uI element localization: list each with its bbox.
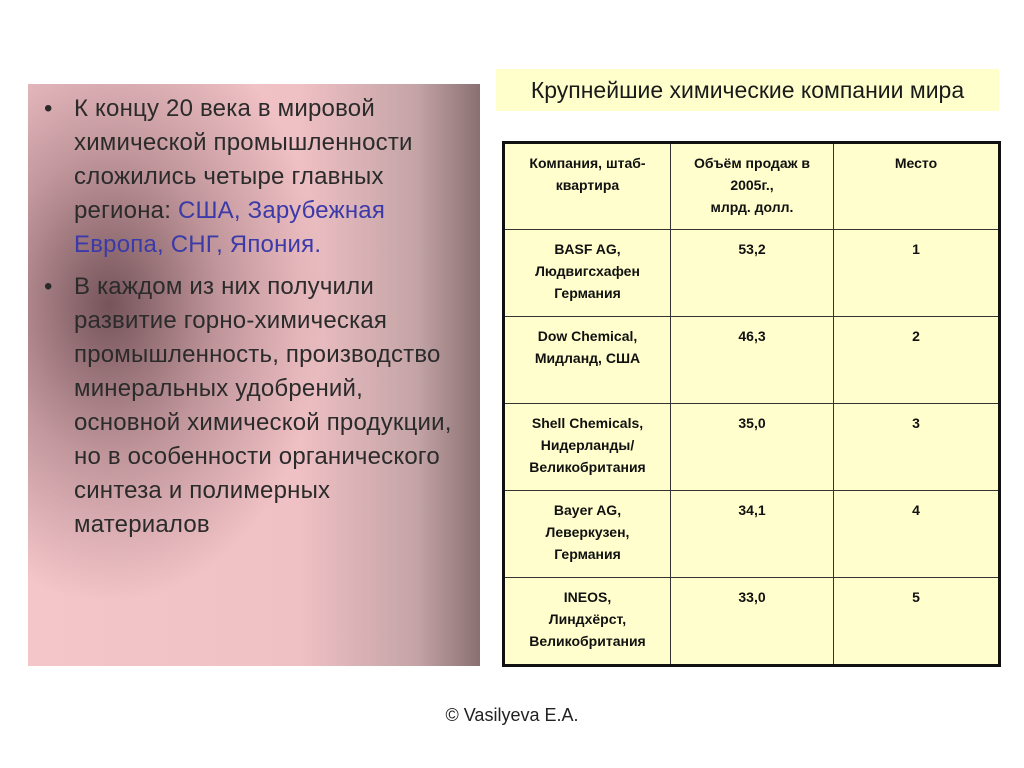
text-panel bbox=[28, 84, 480, 666]
cell-sales: 46,3 bbox=[671, 317, 834, 404]
cell-place: 4 bbox=[834, 491, 1000, 578]
table-row bbox=[504, 404, 1000, 491]
cell-sales: 53,2 bbox=[671, 230, 834, 317]
header-company: Компания, штаб- квартира bbox=[504, 143, 671, 230]
cell-sales: 34,1 bbox=[671, 491, 834, 578]
cell-place: 2 bbox=[834, 317, 1000, 404]
bullet-item-2 bbox=[38, 270, 464, 542]
table-row bbox=[504, 230, 1000, 317]
cell-place: 3 bbox=[834, 404, 1000, 491]
table-row bbox=[504, 491, 1000, 578]
cell-company: Dow Chemical, Мидланд, США bbox=[504, 317, 671, 404]
header-sales: Объём продаж в 2005г., млрд. долл. bbox=[671, 143, 834, 230]
regions-highlight: США, Зарубежная Европа, СНГ, Япония. bbox=[74, 197, 386, 258]
bullet-text-plain: К концу 20 века в мировой химической промышленности сложились четыре главных региона: bbox=[74, 95, 413, 224]
table-title: Крупнейшие химические компании мира bbox=[496, 69, 999, 111]
cell-company: Shell Chemicals, Нидерланды/ Великобритания bbox=[504, 404, 671, 491]
cell-sales: 33,0 bbox=[671, 578, 834, 666]
table-header-row bbox=[504, 143, 1000, 230]
cell-company: Bayer AG, Леверкузен, Германия bbox=[504, 491, 671, 578]
bullet-marker: • bbox=[44, 273, 53, 300]
table-row bbox=[504, 317, 1000, 404]
cell-place: 1 bbox=[834, 230, 1000, 317]
companies-table bbox=[502, 141, 1001, 667]
cell-company: BASF AG, Людвигсхафен Германия bbox=[504, 230, 671, 317]
bullet-marker: • bbox=[44, 95, 53, 122]
bullet-item-1 bbox=[38, 92, 464, 262]
copyright-footer: © Vasilyeva E.A. bbox=[445, 705, 579, 725]
cell-company: INEOS, Линдхёрст, Великобритания bbox=[504, 578, 671, 666]
cell-place: 5 bbox=[834, 578, 1000, 666]
header-place: Место bbox=[834, 143, 1000, 230]
table-row bbox=[504, 578, 1000, 666]
bullet-text: В каждом из них получили развитие горно-химическая промышленность, производство минеральных удобрений, основной химической продукции, но в особенности органического синтеза и полимерных материалов bbox=[74, 273, 452, 538]
cell-sales: 35,0 bbox=[671, 404, 834, 491]
bullet-text bbox=[74, 92, 464, 262]
